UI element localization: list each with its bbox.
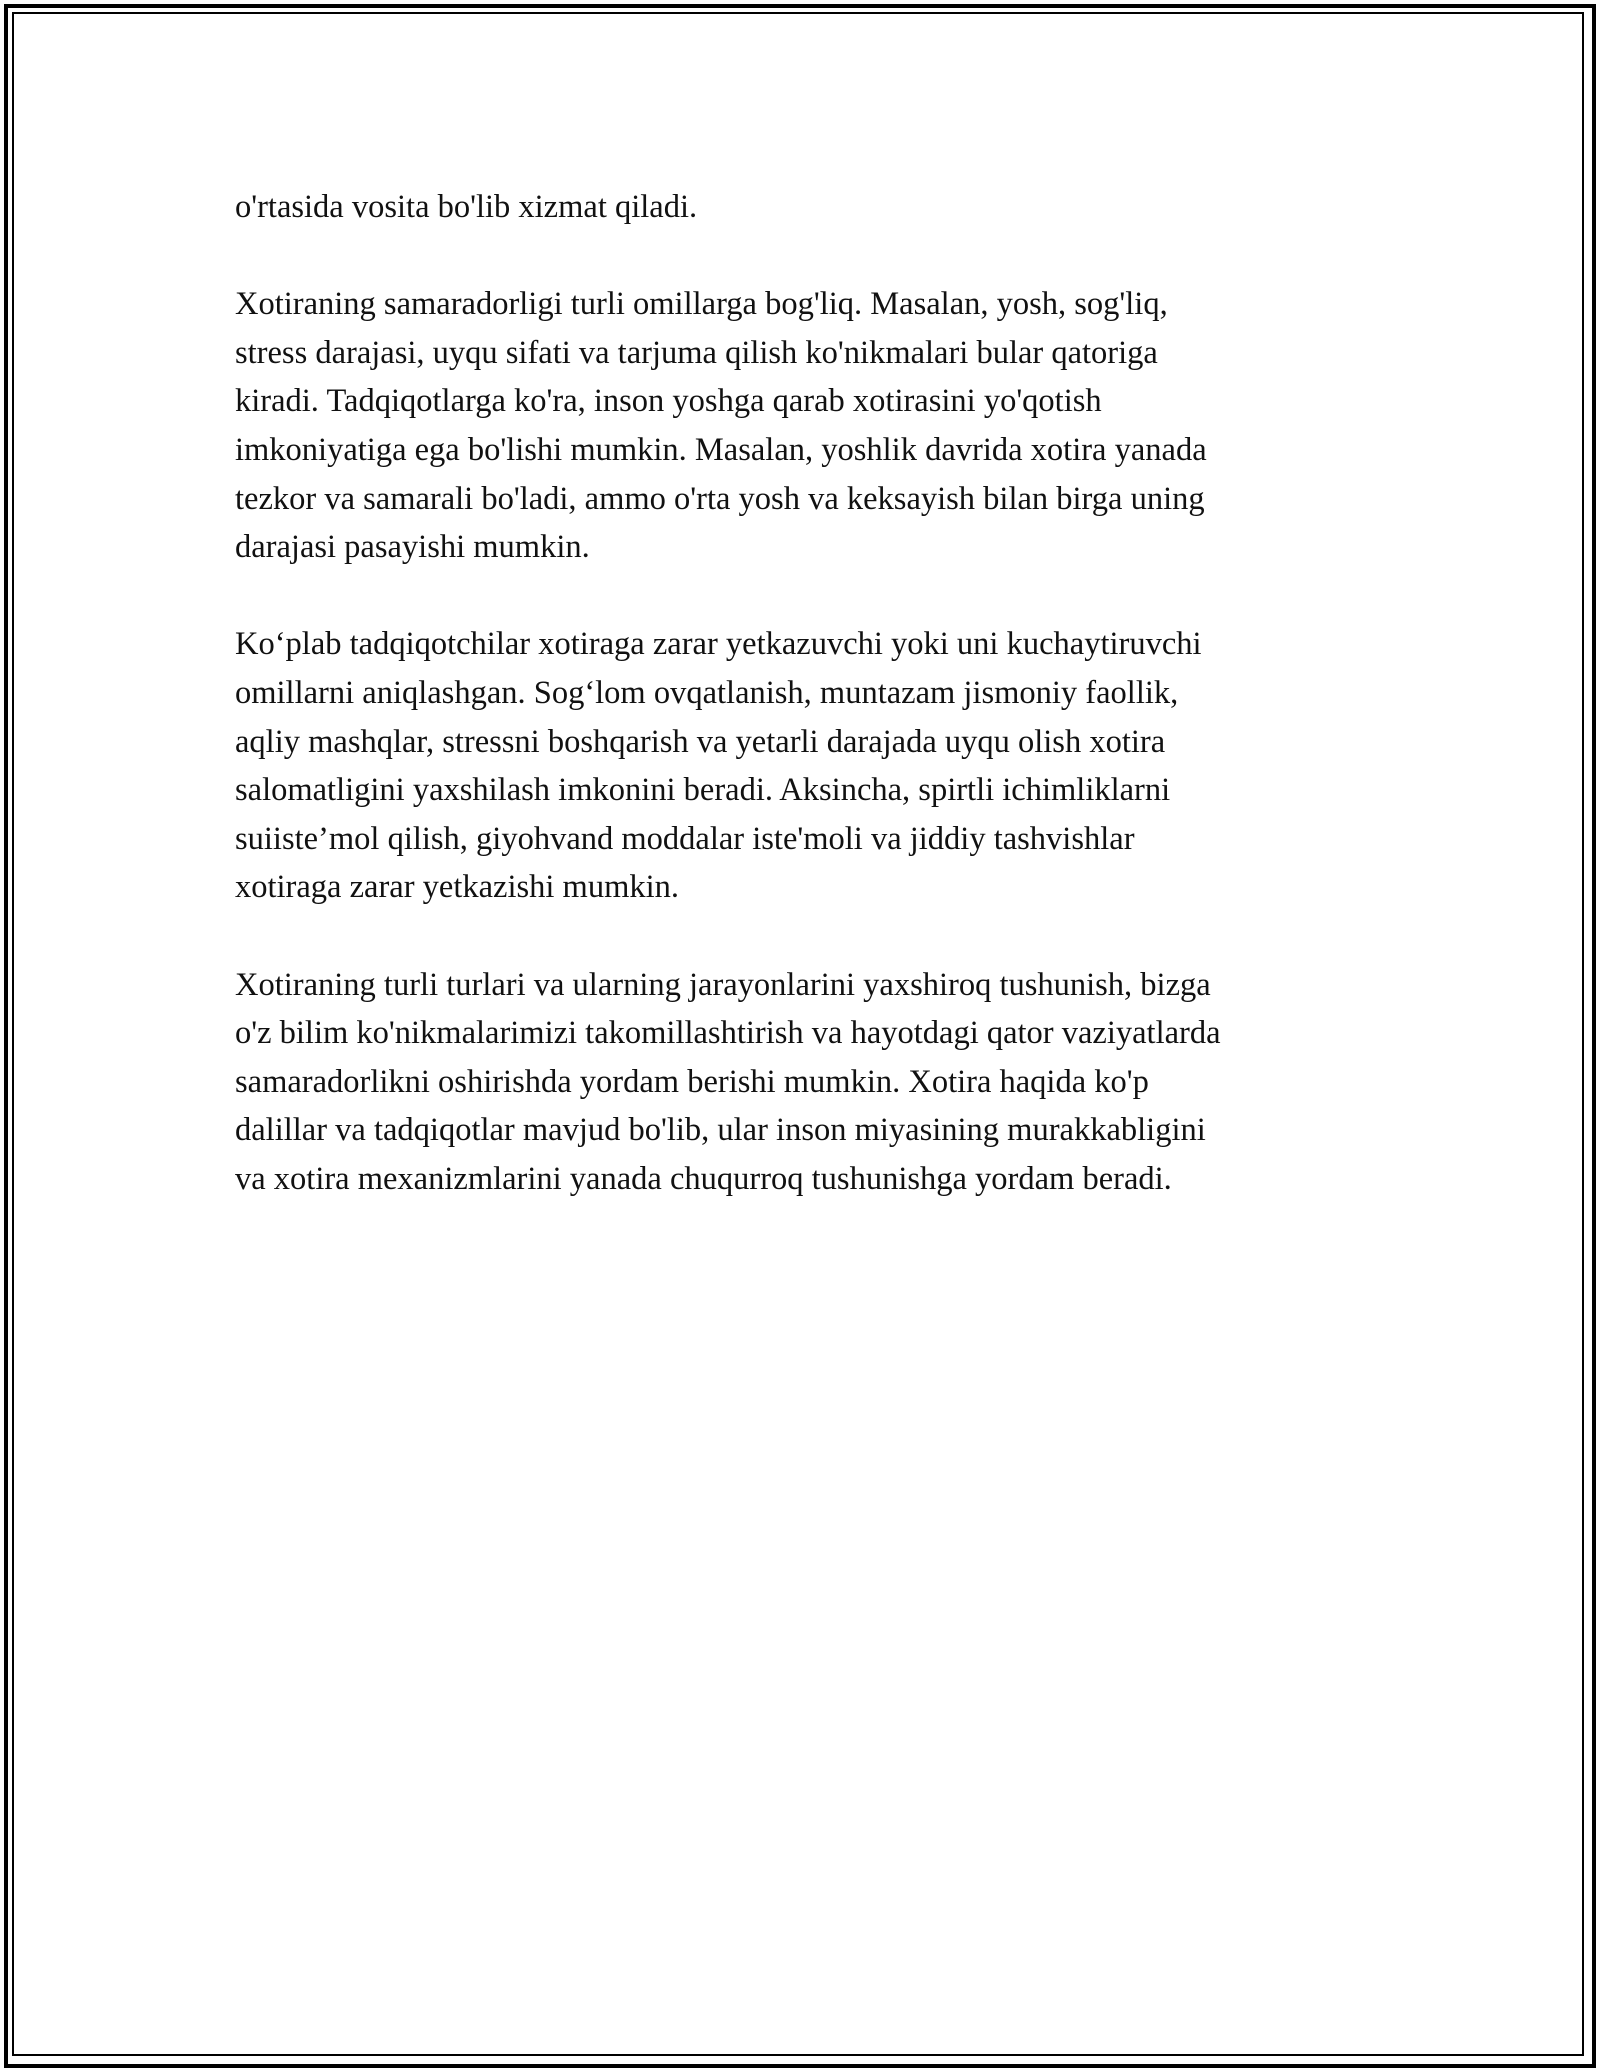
text-line: salomatligini yaxshilash imkonini beradi. Aksincha, spirtli ichimliklarni	[235, 772, 1171, 809]
text-line: Xotiraning samaradorligi turli omillarga bog'liq. Masalan, yosh, sog'liq,	[235, 286, 1168, 323]
text-line: samaradorlikni oshirishda yordam berishi mumkin. Xotira haqida ko'p	[235, 1063, 1149, 1100]
text-line: o'z bilim ko'nikmalarimizi takomillashtirish va hayotdagi qator vaziyatlarda	[235, 1015, 1221, 1052]
text-line: Ko‘plab tadqiqotchilar xotiraga zarar yetkazuvchi yoki uni kuchaytiruvchi	[235, 626, 1202, 663]
text-line: darajasi pasayishi mumkin.	[235, 529, 590, 566]
paragraph-1	[235, 183, 1365, 232]
text-line: omillarni aniqlashgan. Sog‘lom ovqatlanish, muntazam jismoniy faollik,	[235, 674, 1179, 711]
text-line: kiradi. Tadqiqotlarga ko'ra, inson yoshga qarab xotirasini yo'qotish	[235, 383, 1102, 420]
text-line: xotiraga zarar yetkazishi mumkin.	[235, 869, 680, 906]
text-line: stress darajasi, uyqu sifati va tarjuma qilish ko'nikmalari bular qatoriga	[235, 334, 1158, 371]
document-body	[235, 183, 1365, 1252]
paragraph-4	[235, 961, 1365, 1204]
text-line: aqliy mashqlar, stressni boshqarish va yetarli darajada uyqu olish xotira	[235, 723, 1166, 760]
paragraph-2	[235, 280, 1365, 572]
paragraph-3	[235, 620, 1365, 912]
text-line: Xotiraning turli turlari va ularning jarayonlarini yaxshiroq tushunish, bizga	[235, 966, 1211, 1003]
text-line: tezkor va samarali bo'ladi, ammo o'rta yosh va keksayish bilan birga uning	[235, 480, 1205, 517]
text-line: imkoniyatiga ega bo'lishi mumkin. Masalan, yoshlik davrida xotira yanada	[235, 431, 1207, 468]
text-line: o'rtasida vosita bo'lib xizmat qiladi.	[235, 189, 698, 225]
text-line: dalillar va tadqiqotlar mavjud bo'lib, ular inson miyasining murakkabligini	[235, 1112, 1206, 1149]
text-line: suiiste’mol qilish, giyohvand moddalar iste'moli va jiddiy tashvishlar	[235, 820, 1135, 857]
text-line: va xotira mexanizmlarini yanada chuqurroq tushunishga yordam beradi.	[235, 1160, 1172, 1197]
